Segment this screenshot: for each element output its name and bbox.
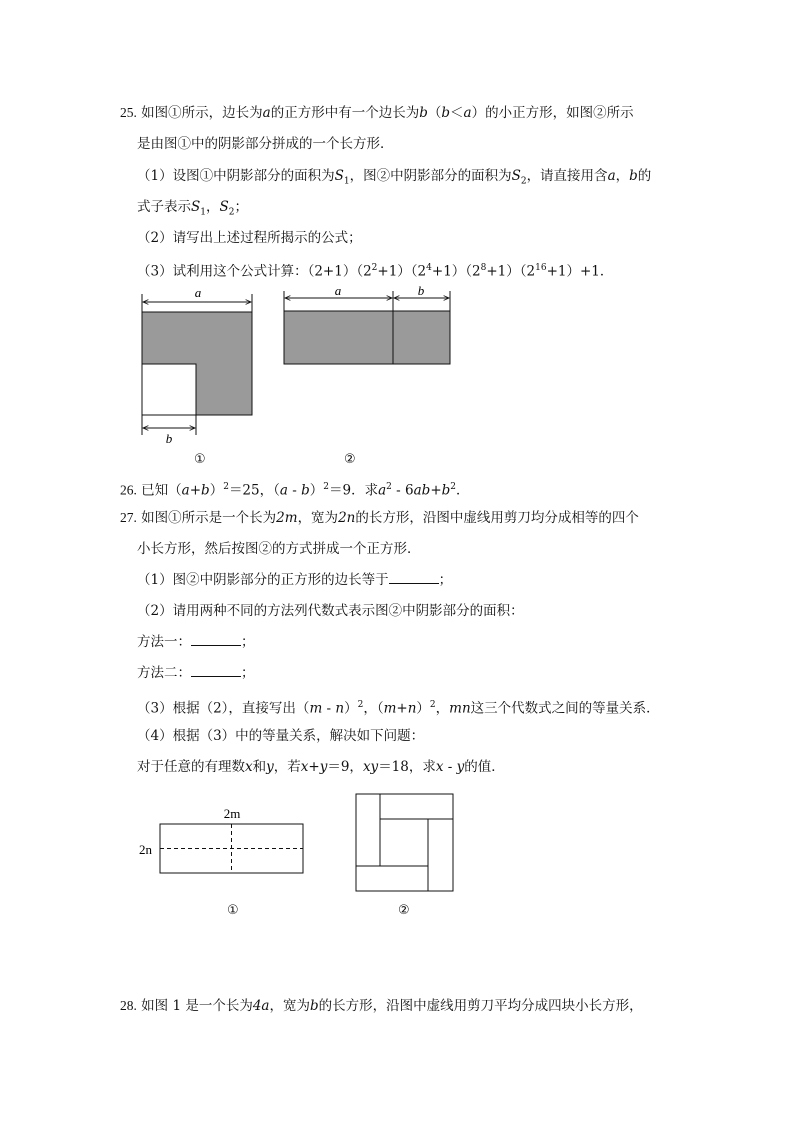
q27-figure-1 <box>135 800 310 880</box>
var: a <box>378 482 387 499</box>
text: +1）+1． <box>546 263 614 280</box>
text: ， <box>615 168 630 184</box>
text: ，若 <box>273 759 301 775</box>
text: 的长方形，沿图中虚线用剪刀均分成相等的四个 <box>355 510 639 526</box>
q25-sub2: （2）请写出上述过程所揭示的公式； <box>137 230 362 246</box>
q28-line <box>120 997 643 1015</box>
var: ab <box>413 482 431 499</box>
label-a: a <box>334 283 342 298</box>
text: 如图 1 是一个长为 <box>141 998 253 1014</box>
var: 2m <box>276 510 298 526</box>
text: + <box>396 700 408 717</box>
exponent: 2 <box>371 263 378 273</box>
text: ） <box>209 482 224 499</box>
label-a: a <box>194 285 202 300</box>
text: ； <box>241 634 255 650</box>
var: b <box>441 482 451 499</box>
shaded-rect-right <box>393 311 450 364</box>
var: m <box>309 700 323 717</box>
text: 已知（ <box>141 482 182 499</box>
q25-line1 <box>120 104 634 122</box>
var: x <box>300 759 309 775</box>
var: x <box>245 759 253 775</box>
text: 式子表示 <box>137 199 191 215</box>
q27-sub2: （2）请用两种不同的方法列代数式表示图②中阴影部分的面积： <box>137 603 524 619</box>
text: ）的小正方形，如图②所示 <box>471 105 634 121</box>
q26-number: 26. <box>120 482 137 498</box>
text: ＜ <box>450 105 464 121</box>
var: m <box>383 700 397 717</box>
subscript: 2 <box>228 207 235 218</box>
text: +1）（2 <box>431 263 481 280</box>
text: 对于任意的有理数 <box>137 759 245 775</box>
q28-number: 28. <box>120 998 137 1013</box>
var: b <box>441 105 451 121</box>
exponent: 2 <box>450 482 457 492</box>
q25-fig2-caption: ② <box>344 452 356 467</box>
text: 这三个代数式之间的等量关系． <box>470 700 660 717</box>
q27-line2: 小长方形，然后按图②的方式拼成一个正方形． <box>137 541 421 557</box>
exponent: 16 <box>535 263 547 273</box>
text: + <box>189 482 202 499</box>
q27-line1 <box>120 509 639 527</box>
text: 和 <box>252 759 267 775</box>
answer-blank[interactable] <box>191 665 241 677</box>
text: 方法二： <box>137 665 191 681</box>
exponent: 2 <box>223 482 229 492</box>
text: ； <box>438 572 453 588</box>
q27-fig1-caption: ① <box>227 903 239 918</box>
var: y <box>266 759 274 775</box>
q27-sub3 <box>137 696 660 718</box>
exponent: 8 <box>480 263 487 273</box>
var: S <box>191 199 201 215</box>
subscript: 1 <box>343 176 350 187</box>
text: ，（ <box>363 700 384 717</box>
exponent: 4 <box>426 263 432 273</box>
answer-blank[interactable] <box>191 634 241 646</box>
q25-line2: 是由图①中的阴影部分拼成的一个长方形． <box>137 136 394 152</box>
text: ＝18，求 <box>378 759 436 775</box>
var: y <box>456 759 465 775</box>
var: 2n <box>338 510 356 526</box>
var: n <box>335 700 345 717</box>
label-2n: 2n <box>139 842 152 857</box>
q27-fig2-caption: ② <box>398 903 410 918</box>
text: ） <box>309 482 324 499</box>
var: b <box>629 168 638 184</box>
q25-figure-1 <box>128 283 268 448</box>
exponent: 2 <box>323 482 329 492</box>
text: - 6 <box>391 482 414 499</box>
text: （1）图②中阴影部分的正方形的边长等于 <box>137 572 389 588</box>
text: ， <box>435 700 450 717</box>
text: （1）设图①中阴影部分的面积为 <box>137 168 335 184</box>
q27-sub4-line2 <box>137 758 505 776</box>
var: mn <box>449 700 471 717</box>
exponent: 2 <box>386 482 392 492</box>
q26-line <box>120 478 470 500</box>
exponent: 2 <box>429 700 436 710</box>
var: n <box>407 700 417 717</box>
text: ＝9．求 <box>328 482 379 499</box>
q25-figure-2 <box>277 283 457 373</box>
text: + <box>308 759 320 775</box>
q25-fig1-caption: ① <box>194 452 206 467</box>
text: ． <box>456 482 470 499</box>
q27-method2 <box>137 664 255 682</box>
var: b <box>309 998 319 1014</box>
var: a <box>262 105 271 121</box>
text: ； <box>241 665 255 681</box>
text: 方法一： <box>137 634 191 650</box>
shaded-rect-left <box>284 311 393 364</box>
text: ＝25，（ <box>228 482 280 499</box>
label-b: b <box>417 283 425 298</box>
text: （3）根据（2），直接写出（ <box>137 700 310 717</box>
exponent: 2 <box>357 700 364 710</box>
text: 的长方形，沿图中虚线用剪刀平均分成四块小长方形， <box>318 998 643 1014</box>
var: xy <box>362 759 379 775</box>
label-b: b <box>165 431 173 446</box>
text: 的值． <box>464 759 505 775</box>
text: （3）试利用这个公式计算：（2+1）（2 <box>137 263 372 280</box>
text: ，图②中阴影部分的面积为 <box>349 168 512 184</box>
text: 如图①所示，边长为 <box>141 105 263 121</box>
text: +1）（2 <box>377 263 427 280</box>
var: a <box>279 482 288 499</box>
var: a <box>607 168 616 184</box>
subscript: 1 <box>200 207 206 218</box>
text: - <box>322 700 336 717</box>
q27-sub4: （4）根据（3）中的等量关系，解决如下问题： <box>137 728 425 744</box>
text: ＝9， <box>327 759 363 775</box>
var: S <box>334 168 344 184</box>
text: ） <box>416 700 430 717</box>
q27-number: 27. <box>120 510 137 525</box>
text: +1）（2 <box>486 263 536 280</box>
var: b <box>201 482 210 499</box>
var: a <box>181 482 190 499</box>
label-2m: 2m <box>223 806 241 821</box>
text: ） <box>344 700 358 717</box>
text: 的 <box>637 168 652 184</box>
text: - <box>287 482 302 499</box>
q27-method1 <box>137 633 255 651</box>
q27-figure-2 <box>350 788 460 898</box>
outer-square <box>356 794 453 891</box>
q25-sub1 <box>137 167 651 191</box>
q25-sub3 <box>137 259 613 281</box>
var: a <box>463 105 472 121</box>
q25-sub1-line2 <box>137 198 248 222</box>
answer-blank[interactable] <box>389 572 439 584</box>
text: ，宽为 <box>269 998 310 1014</box>
text: ， <box>205 199 220 215</box>
var: 4a <box>252 998 270 1014</box>
text: ，请直接用含 <box>526 168 608 184</box>
text: ； <box>234 199 248 215</box>
var: S <box>219 199 229 215</box>
q27-sub1 <box>137 571 452 589</box>
q25-number: 25. <box>120 105 137 120</box>
subscript: 2 <box>520 176 527 187</box>
text: - <box>443 759 457 775</box>
text: 如图①所示是一个长为 <box>141 510 277 526</box>
var: y <box>319 759 328 775</box>
text: + <box>430 482 442 499</box>
var: S <box>511 168 521 184</box>
var: b <box>419 105 428 121</box>
small-square <box>142 364 196 415</box>
text: （ <box>427 105 442 121</box>
var: x <box>435 759 444 775</box>
var: b <box>301 482 310 499</box>
text: ，宽为 <box>297 510 339 526</box>
text: 的正方形中有一个边长为 <box>270 105 420 121</box>
